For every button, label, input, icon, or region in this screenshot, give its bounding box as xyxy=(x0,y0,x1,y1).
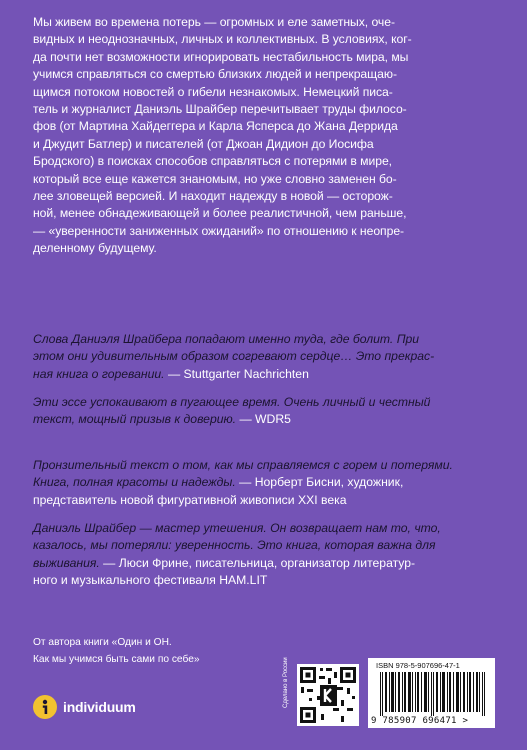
quote-source: представитель новой фигуративной живописи XXI века xyxy=(33,492,347,507)
quote-text: текст, мощный призыв к доверию. xyxy=(33,412,237,427)
other-book-note xyxy=(33,634,200,668)
annotation-line: учимся справляться со смертью близких людей и непрекращаю- xyxy=(33,67,397,82)
annotation-line: лее зловещей версией. И находит надежду в новой — осторож- xyxy=(33,189,393,204)
annotation-line: и Джудит Батлер) и писателей (от Джоан Дидион до Иосифа xyxy=(33,136,374,151)
quote-line xyxy=(33,411,503,428)
quote-source: ного и музыкального фестиваля HAM.LIT xyxy=(33,573,268,588)
qr-code-icon xyxy=(297,664,359,726)
annotation-line: который все еще кажется знаномым, но уже словно заменен бо- xyxy=(33,171,397,186)
quote-text: Пронзительный текст о том, как мы справляемся с горем и потерями. xyxy=(33,458,453,472)
ean-digits: 9 785907 696471 > xyxy=(371,716,469,726)
review-quote-frine xyxy=(33,520,503,590)
quote-line xyxy=(33,474,503,491)
quote-line xyxy=(33,366,503,383)
publisher-logo-icon xyxy=(33,695,57,719)
annotation-line: — «уверенности заниженных ожиданий» по отношению к неопре- xyxy=(33,223,405,238)
annotation-line: деленному будущему. xyxy=(33,241,157,256)
review-quote-stuttgarter xyxy=(33,331,503,383)
quote-line xyxy=(33,492,503,509)
quote-line xyxy=(33,348,503,365)
quote-line xyxy=(33,331,503,348)
quote-source: — Stuttgarter Nachrichten xyxy=(164,366,309,381)
quote-source: — WDR5 xyxy=(236,412,291,427)
other-book-line: Как мы учимся быть сами по себе» xyxy=(33,654,200,665)
quote-line xyxy=(33,520,503,537)
quote-line xyxy=(33,394,503,411)
annotation-line: Бродского) в поисках способов справляться с потерями в мире, xyxy=(33,154,393,169)
quote-source: — Норберт Бисни, художник, xyxy=(235,475,404,490)
publisher-name: individuum xyxy=(63,699,136,715)
isbn-label: ISBN 978-5-907696-47-1 xyxy=(376,661,460,670)
other-book-line: От автора книги «Один и ОН. xyxy=(33,637,172,648)
quote-line xyxy=(33,457,503,474)
annotation-line: щимся потоком новостей о гибели незнакомых. Немецкий писа- xyxy=(33,84,393,99)
quote-text: Слова Даниэля Шрайбера попадают именно туда, где болит. При xyxy=(33,332,420,346)
quote-source: — Люси Фрине, писательница, организатор литератур- xyxy=(99,555,416,570)
review-quote-bisni xyxy=(33,457,503,509)
review-quote-wdr5 xyxy=(33,394,503,429)
quote-text: Даниэль Шрайбер — мастер утешения. Он возвращает нам то, что, xyxy=(33,521,441,535)
quote-text: выживания. xyxy=(33,555,100,570)
annotation-line: Мы живем во времена потерь — огромных и еле заметных, оче- xyxy=(33,15,395,29)
barcode-icon xyxy=(380,672,488,716)
quote-line xyxy=(33,555,503,572)
annotation-line: фов (от Мартина Хайдеггера и Карла Ясперса до Жана Деррида xyxy=(33,119,398,134)
quote-line xyxy=(33,537,503,554)
annotation-line: да почти нет возможности игнорировать нестабильность мира, мы xyxy=(33,49,409,64)
quote-line xyxy=(33,572,503,589)
quote-text: казалось, мы потеряли: уверенность. Это книга, которая важна для xyxy=(33,538,436,553)
publisher-logo xyxy=(33,694,136,720)
annotation-line: тель и журналист Даниэль Шрайбер перечитывает труды филосо- xyxy=(33,102,407,117)
quote-text: Эти эссе успокаивают в пугающее время. Очень личный и честный xyxy=(33,395,431,409)
made-in-russia-label: Сделано в России xyxy=(283,657,289,708)
annotation-line: ной, менее обнадеживающей и более реалистичной, чем раньше, xyxy=(33,206,407,221)
annotation-line: видных и неоднозначных, личных и коллективных. В условиях, ког- xyxy=(33,32,412,47)
quote-text: Книга, полная красоты и надежды. xyxy=(33,475,236,490)
annotation-text xyxy=(33,14,495,258)
quote-text: ная книга о горевании. xyxy=(33,366,165,381)
quote-text: этом они удивительным образом согревают сердце… Это прекрас- xyxy=(33,349,435,364)
